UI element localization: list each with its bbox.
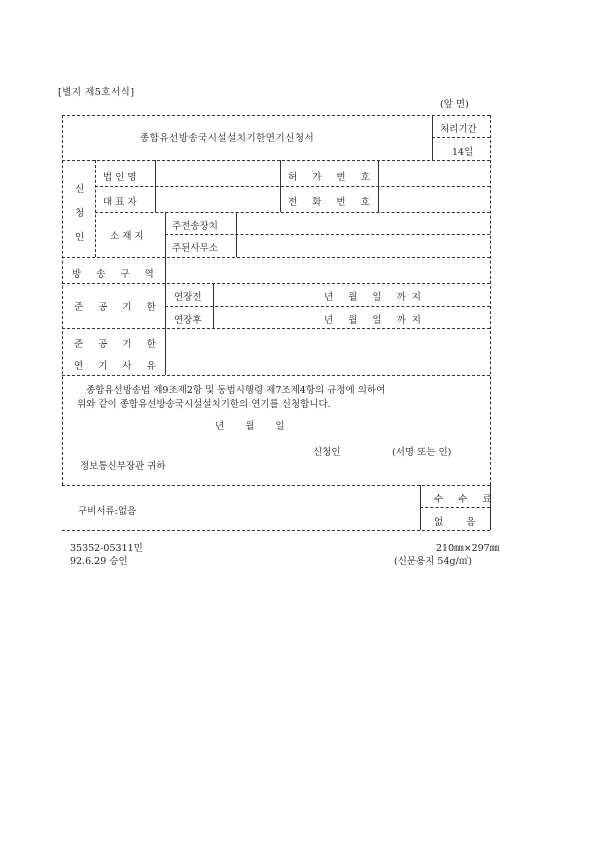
applicant-char-1: 신 [75,184,85,195]
date-before-extension[interactable]: 년 월 일 까지 [324,292,427,303]
paper-size: 210㎜×297㎜ [436,543,500,554]
processing-period-label: 처리기간 [440,124,477,135]
reason-label-line1: 준 공 기 한 [74,339,162,350]
addressee: 정보통신부장관 귀하 [80,461,166,472]
applicant-col-divider [95,160,96,257]
statement-line-2: 위와 같이 종합유선방송국시설설치기한의 연기를 신청합니다. [77,399,331,410]
form-border-left [62,115,63,485]
attachments-bottom-line [62,530,490,531]
fee-label: 수 수 료 [434,494,498,505]
after-extension-label: 연장후 [174,315,202,326]
applicant-char-3: 인 [75,232,85,243]
applicant-signature-label: 신청인 [313,447,341,458]
phone-number-label: 전 화 번 호 [288,197,376,208]
location-label: 소 재 지 [110,231,144,242]
paper-spec: (신문용지 54g/㎡) [394,556,473,567]
main-office-field[interactable] [237,235,489,256]
representative-label: 대 표 자 [103,197,137,208]
license-number-field[interactable] [379,161,489,185]
fee-value: 없 음 [434,517,486,528]
reason-label-line2: 연 기 사 유 [74,361,162,372]
broadcast-area-field[interactable] [166,258,489,282]
phone-number-field[interactable] [379,187,489,211]
row-line-after [165,306,490,307]
form-border-right [490,115,491,485]
main-station-label: 주전송장치 [172,221,218,232]
applicant-signature-field[interactable] [350,440,388,456]
form-title: 종합유선방송국시설설치기한연기신청서 [140,133,315,144]
processing-inner-line [432,137,490,138]
row-line-completion [62,283,490,284]
main-office-label: 주된사무소 [172,243,218,254]
application-date[interactable]: 년 월 일 [215,421,294,432]
form-code: 35352-05311민 [70,543,143,554]
fee-inner-line [420,507,490,508]
before-extension-label: 연장전 [174,292,202,303]
front-page-label: (앞 면) [440,99,469,110]
applicant-char-2: 청 [75,208,85,219]
corp-name-field[interactable] [156,161,280,185]
required-documents: 구비서류:없음 [78,506,137,517]
corp-name-label: 법 인 명 [103,172,137,183]
license-number-label: 허 가 번 호 [288,172,376,183]
date-after-extension[interactable]: 년 월 일 까지 [324,315,427,326]
completion-deadline-label: 준 공 기 한 [74,302,162,313]
broadcast-area-label: 방 송 구 역 [72,269,160,280]
representative-field[interactable] [156,187,280,211]
form-border-top [62,115,490,116]
delay-reason-field[interactable] [166,329,489,374]
processing-period-value: 14일 [452,147,474,158]
form-border-bottom [62,485,490,486]
approval-date: 92.6.29 승인 [70,556,128,567]
row-line-statement [62,375,490,376]
main-station-field[interactable] [237,213,489,233]
signature-note: (서명 또는 인) [392,447,452,458]
statement-line-1: 종합유선방송법 제9조제2항 및 동법시행령 제7조제4항의 규정에 의하여 [86,385,386,396]
form-number-label: [별지 제5호서식] [58,87,135,98]
